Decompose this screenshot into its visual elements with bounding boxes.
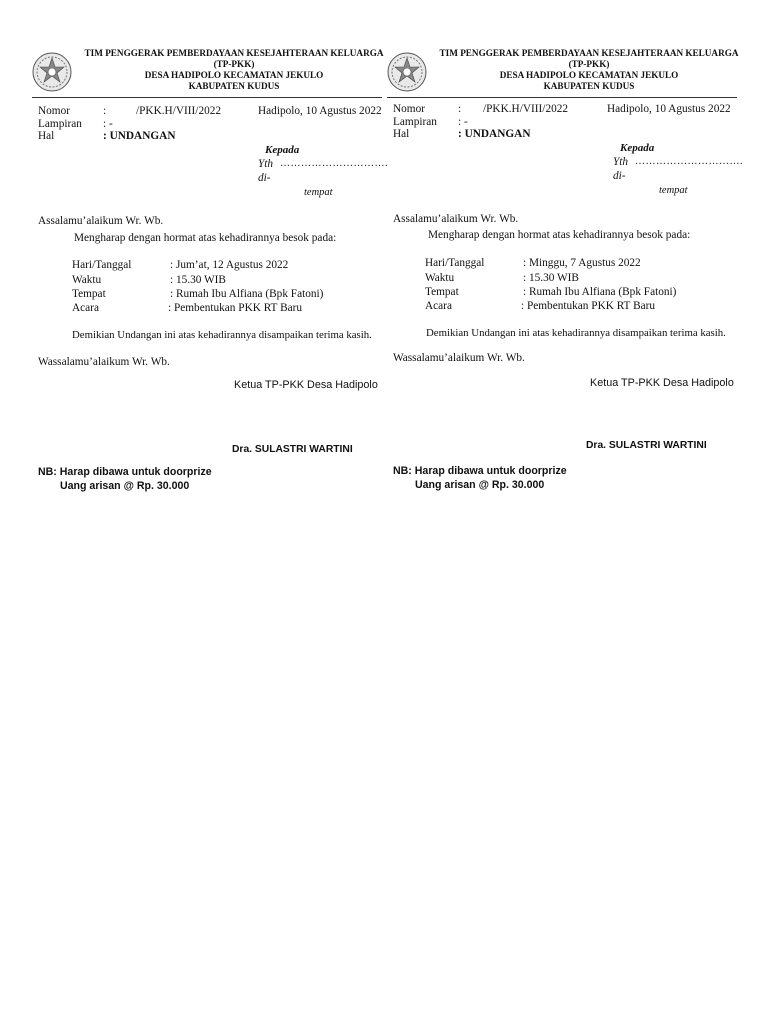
detail-label-place: Tempat <box>72 288 106 300</box>
nomor-colon: : <box>103 105 107 117</box>
tempat-label: tempat <box>304 187 333 198</box>
signer-title: Ketua TP-PKK Desa Hadipolo <box>590 377 734 389</box>
letterhead-line-1: TIM PENGGERAK PEMBERDAYAAN KESEJAHTERAAN KELUARGA <box>84 48 384 58</box>
detail-value-place: : Rumah Ibu Alfiana (Bpk Fatoni) <box>523 286 677 298</box>
nb-line-1: NB: Harap dibawa untuk doorprize <box>393 465 567 477</box>
signer-name: Dra. SULASTRI WARTINI <box>586 440 707 451</box>
letterhead-line-2: (TP-PKK) <box>213 59 255 69</box>
letter-date: Hadipolo, 10 Agustus 2022 <box>258 105 382 117</box>
hal-label: Hal <box>38 130 55 142</box>
pkk-emblem-icon <box>387 50 427 94</box>
detail-label-date: Hari/Tanggal <box>72 259 132 271</box>
hal-value: : UNDANGAN <box>103 130 176 142</box>
letterhead-line-2: (TP-PKK) <box>568 59 610 69</box>
nomor-label: Nomor <box>393 103 426 115</box>
signer-title: Ketua TP-PKK Desa Hadipolo <box>234 379 378 391</box>
detail-label-agenda: Acara <box>425 300 452 312</box>
detail-label-date: Hari/Tanggal <box>425 257 485 269</box>
yth-dots: …………………………. <box>280 158 388 169</box>
detail-value-agenda: : Pembentukan PKK RT Baru <box>521 300 656 312</box>
kepada-label: Kepada <box>265 144 300 156</box>
yth-label: Yth <box>613 156 629 168</box>
kepada-label: Kepada <box>620 142 655 154</box>
nb-line-2: Uang arisan @ Rp. 30.000 <box>415 479 545 491</box>
di-label: di- <box>258 172 271 184</box>
detail-label-agenda: Acara <box>72 302 99 314</box>
letterhead-divider <box>387 97 737 98</box>
letterhead-line-4: KABUPATEN KUDUS <box>188 81 280 91</box>
yth-dots: …………………………. <box>635 156 743 167</box>
tempat-label: tempat <box>659 185 688 196</box>
signer-name: Dra. SULASTRI WARTINI <box>232 444 353 455</box>
detail-value-date: : Jum’at, 12 Agustus 2022 <box>170 259 289 271</box>
letterhead-line-3: DESA HADIPOLO KECAMATAN JEKULO <box>144 70 324 80</box>
nb-line-1: NB: Harap dibawa untuk doorprize <box>38 466 212 478</box>
hal-value: : UNDANGAN <box>458 128 531 140</box>
invitation-letter-1 <box>30 0 388 520</box>
letterhead <box>78 48 390 92</box>
closing-text: Demikian Undangan ini atas kehadirannya disampaikan terima kasih. <box>72 329 372 341</box>
letterhead <box>433 48 745 92</box>
invitation-letter-2 <box>385 0 743 520</box>
yth-label: Yth <box>258 158 274 170</box>
nomor-value: /PKK.H/VIII/2022 <box>483 103 569 115</box>
lampiran-value: : - <box>458 116 468 128</box>
detail-value-date: : Minggu, 7 Agustus 2022 <box>523 257 641 269</box>
detail-label-place: Tempat <box>425 286 459 298</box>
nomor-label: Nomor <box>38 105 71 117</box>
greeting: Assalamu’alaikum Wr. Wb. <box>38 215 164 227</box>
farewell: Wassalamu’alaikum Wr. Wb. <box>38 356 170 368</box>
intro-text: Mengharap dengan hormat atas kehadirannya besok pada: <box>74 232 337 244</box>
detail-label-time: Waktu <box>425 272 455 284</box>
nomor-value: /PKK.H/VIII/2022 <box>136 105 222 117</box>
letterhead-line-1: TIM PENGGERAK PEMBERDAYAAN KESEJAHTERAAN KELUARGA <box>439 48 739 58</box>
intro-text: Mengharap dengan hormat atas kehadirannya besok pada: <box>428 229 691 241</box>
pkk-emblem-icon <box>32 50 72 94</box>
letterhead-line-4: KABUPATEN KUDUS <box>543 81 635 91</box>
greeting: Assalamu’alaikum Wr. Wb. <box>393 213 519 225</box>
letterhead-line-3: DESA HADIPOLO KECAMATAN JEKULO <box>499 70 679 80</box>
nomor-colon: : <box>458 103 462 115</box>
hal-label: Hal <box>393 128 410 140</box>
letterhead-divider <box>32 97 382 98</box>
detail-value-time: : 15.30 WIB <box>523 272 579 284</box>
detail-value-place: : Rumah Ibu Alfiana (Bpk Fatoni) <box>170 288 324 300</box>
di-label: di- <box>613 170 626 182</box>
lampiran-value: : - <box>103 118 113 130</box>
lampiran-label: Lampiran <box>38 118 82 130</box>
lampiran-label: Lampiran <box>393 116 437 128</box>
detail-value-time: : 15.30 WIB <box>170 274 226 286</box>
farewell: Wassalamu’alaikum Wr. Wb. <box>393 352 525 364</box>
letter-date: Hadipolo, 10 Agustus 2022 <box>607 103 731 115</box>
closing-text: Demikian Undangan ini atas kehadirannya disampaikan terima kasih. <box>426 327 726 339</box>
detail-value-agenda: : Pembentukan PKK RT Baru <box>168 302 303 314</box>
nb-line-2: Uang arisan @ Rp. 30.000 <box>60 480 190 492</box>
detail-label-time: Waktu <box>72 274 102 286</box>
